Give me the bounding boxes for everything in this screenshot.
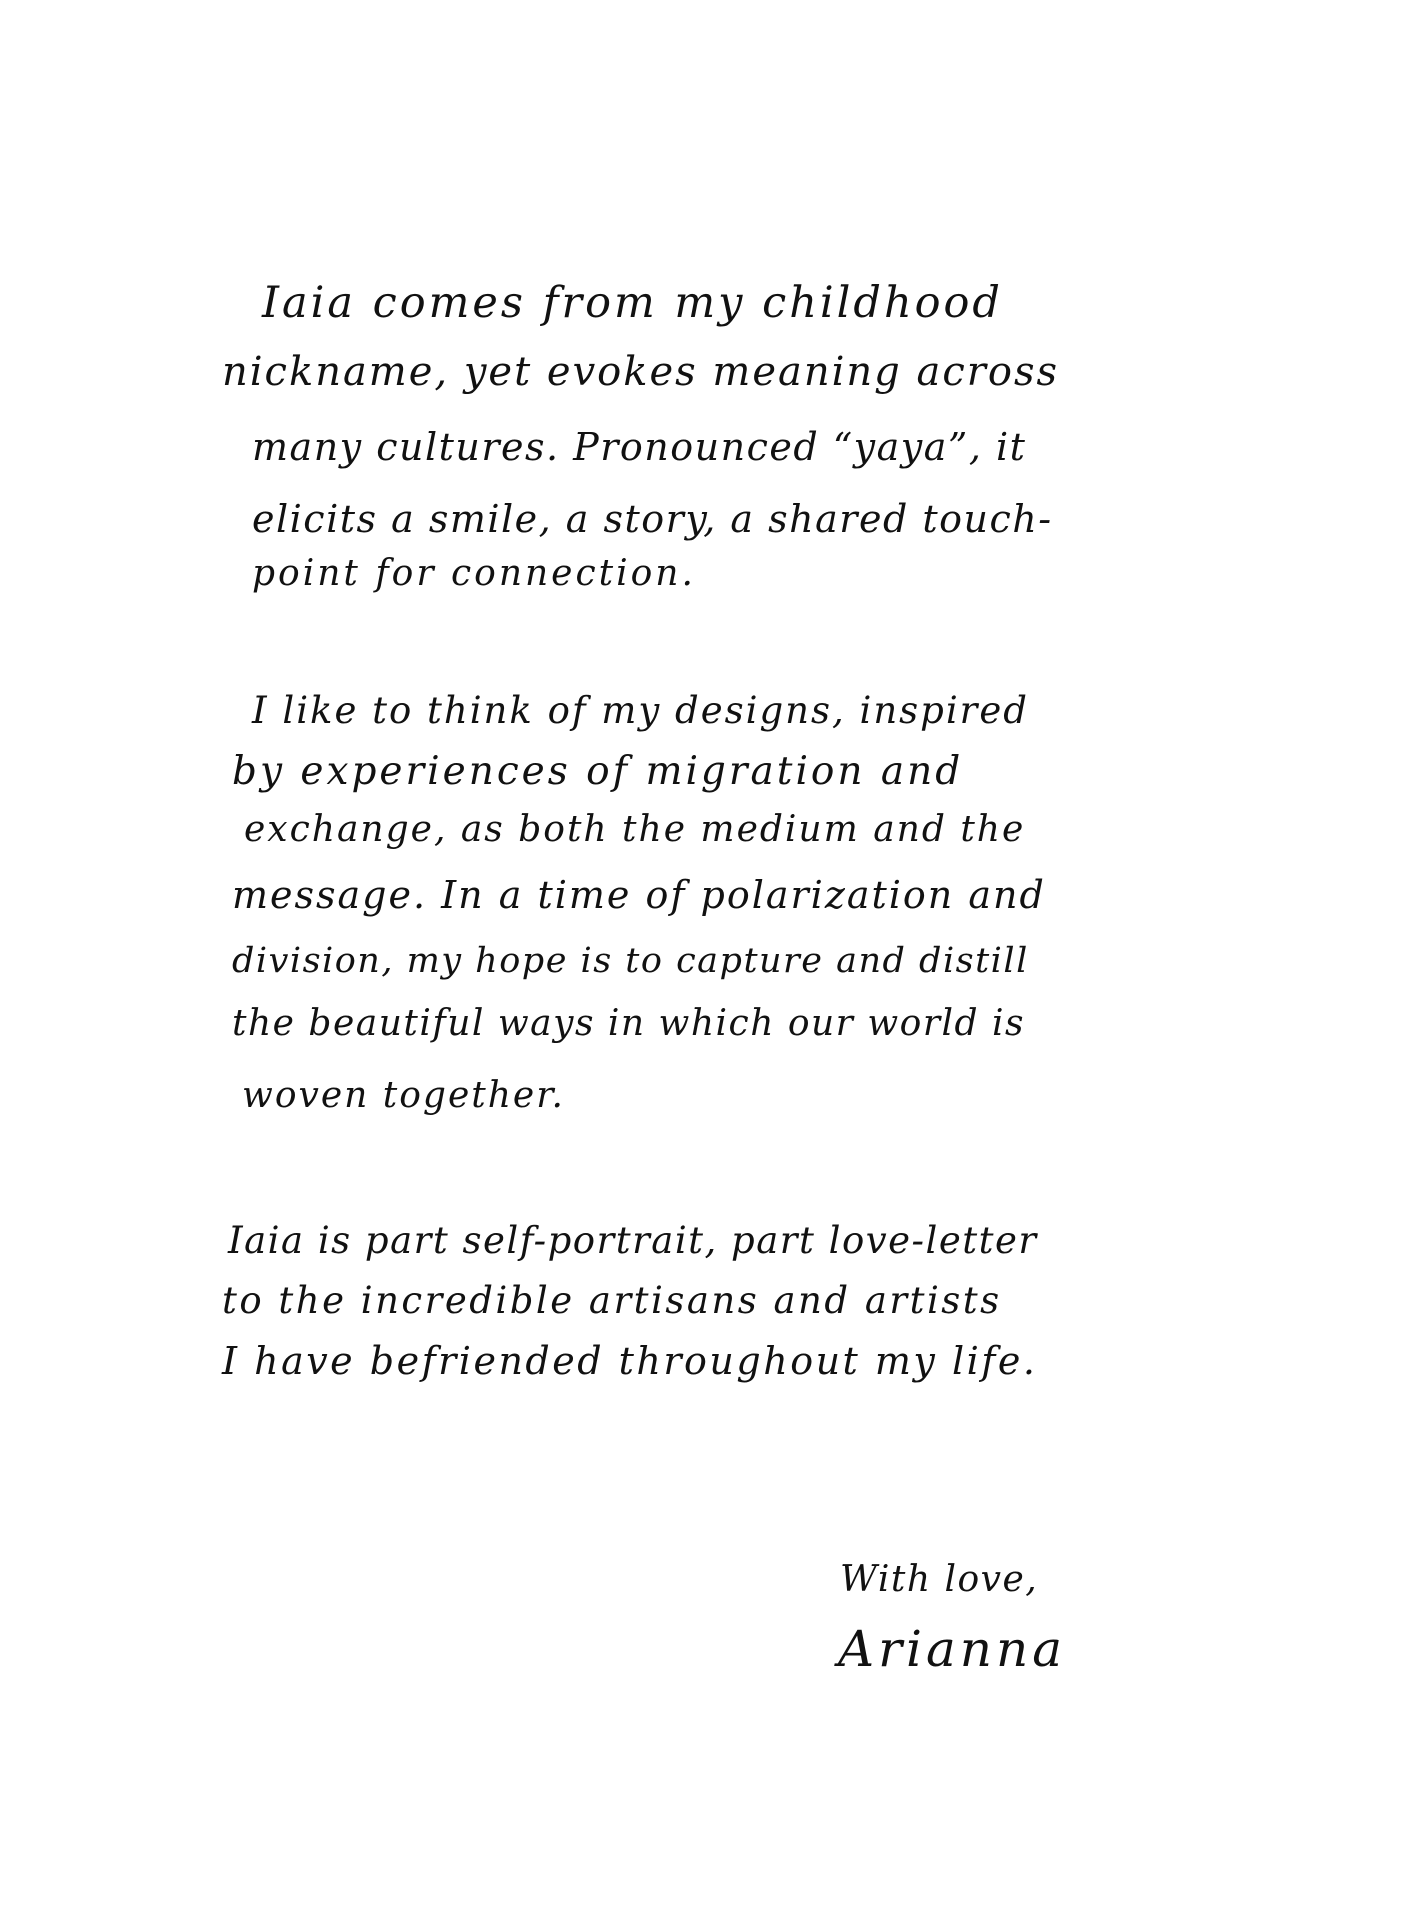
text-line: many cultures. Pronounced “yaya”, it xyxy=(252,425,1027,469)
signature: Arianna xyxy=(838,1620,1067,1678)
text-line: exchange, as both the medium and the xyxy=(244,809,1026,850)
text-line: I like to think of my designs, inspired xyxy=(252,689,1029,732)
text-line: woven together. xyxy=(242,1075,565,1116)
text-line: division, my hope is to capture and distill xyxy=(232,941,1029,981)
text-line: by experiences of migration and xyxy=(232,749,964,794)
text-line: nickname, yet evokes meaning across xyxy=(222,349,1059,395)
text-line: the beautiful ways in which our world is xyxy=(232,1003,1026,1044)
text-line: I have befriended throughout my life. xyxy=(222,1339,1038,1383)
text-line: Iaia is part self-portrait, part love-letter xyxy=(228,1219,1038,1262)
text-line: message. In a time of polarization and xyxy=(232,873,1046,917)
salutation: With love, xyxy=(840,1559,1039,1600)
text-line: elicits a smile, a story, a shared touch- xyxy=(252,497,1053,541)
text-line: to the incredible artisans and artists xyxy=(222,1279,1002,1322)
text-line: Iaia comes from my childhood xyxy=(262,278,1003,328)
text-line: point for connection. xyxy=(252,553,696,594)
